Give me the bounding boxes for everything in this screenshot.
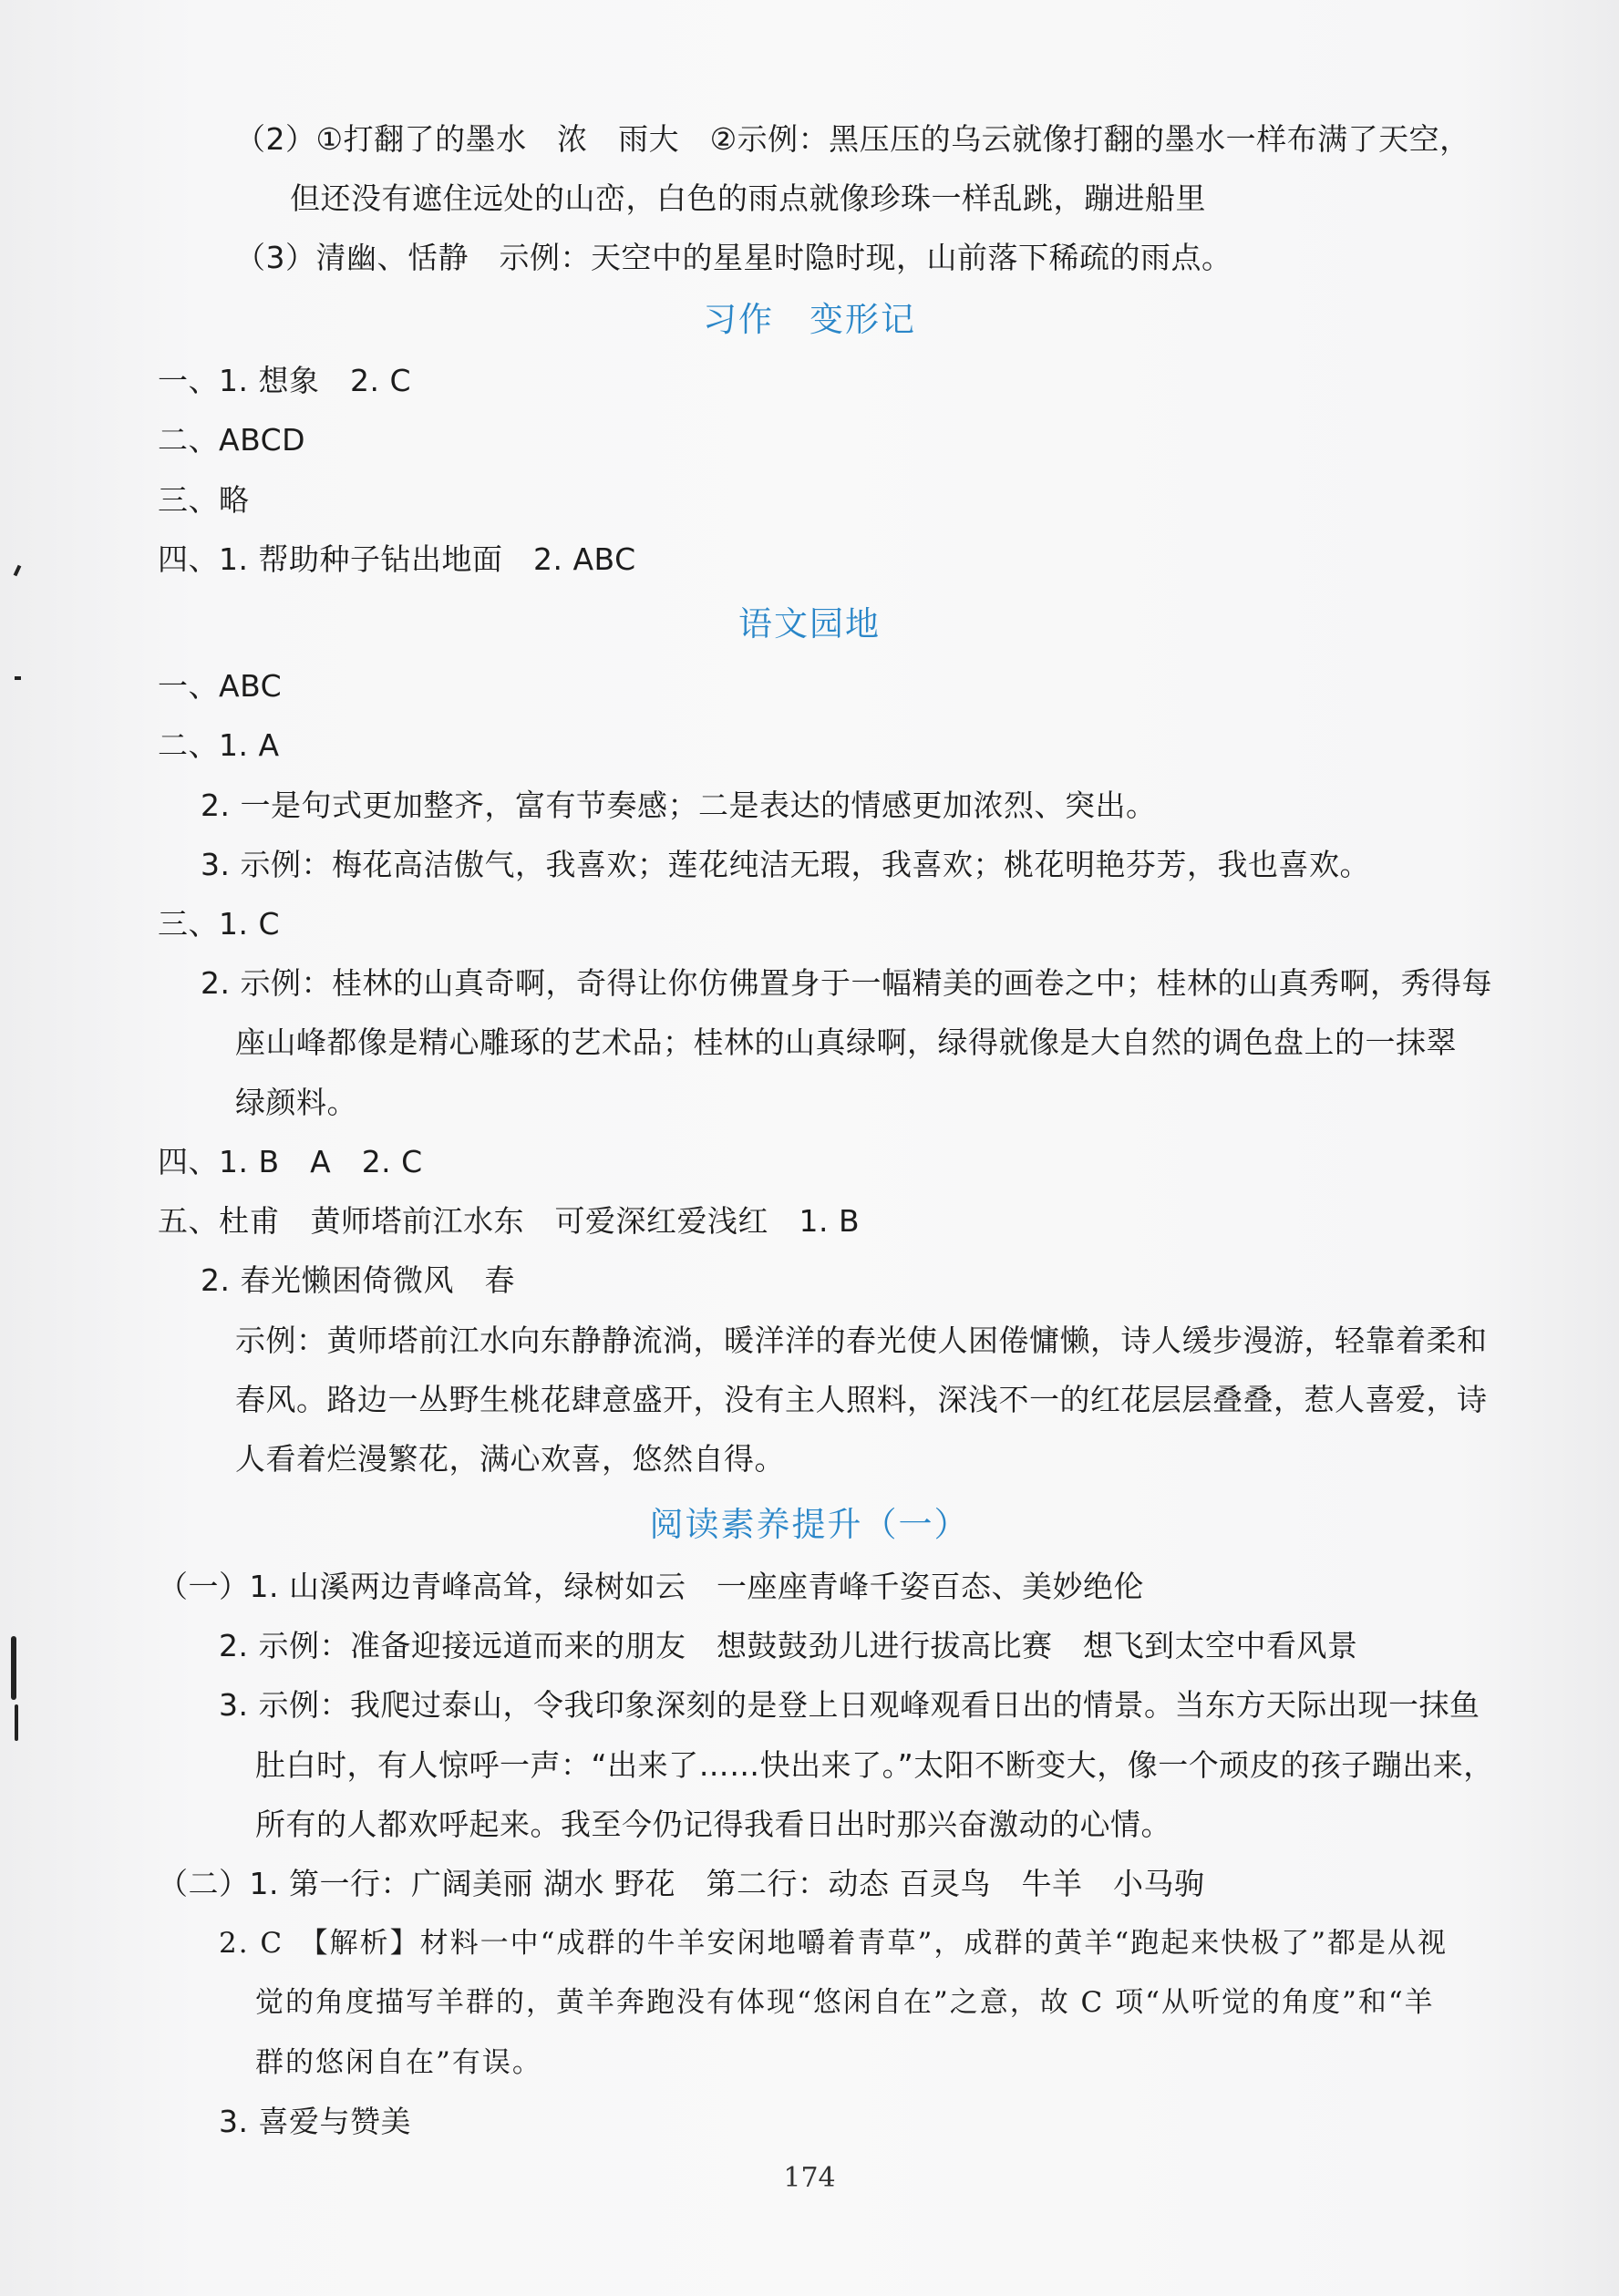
answer-line: 但还没有遮住远处的山峦，白色的雨点就像珍珠一样乱跳，蹦进船里 — [290, 180, 1206, 216]
answer-line: 春风。路边一丛野生桃花肆意盛开，没有主人照料，深浅不一的红花层层叠叠，惹人喜爱，诗 — [235, 1382, 1488, 1417]
answer-line: 五、杜甫 黄师塔前江水东 可爱深红爱浅红 1. B — [158, 1203, 861, 1239]
answer-line: 一、ABC — [158, 668, 283, 704]
page-number: 174 — [783, 2162, 836, 2194]
answer-line: 一、1. 想象 2. C — [158, 363, 411, 398]
answer-line: 群的悠闲自在”有误。 — [255, 2046, 542, 2079]
answer-line: 3. 示例：我爬过泰山，令我印象深刻的是登上日观峰观看日出的情景。当东方天际出现一抹鱼 — [219, 1687, 1480, 1723]
answer-line: （2）①打翻了的墨水 浓 雨大 ②示例：黑压压的乌云就像打翻的墨水一样布满了天空， — [235, 121, 1470, 157]
answer-line: 人看着烂漫繁花，满心欢喜，悠然自得。 — [235, 1441, 785, 1477]
answer-line: 三、1. C — [158, 906, 281, 942]
answer-line: （一）1. 山溪两边青峰高耸，绿树如云 一座座青峰千姿百态、美妙绝伦 — [158, 1569, 1144, 1604]
answer-line: 所有的人都欢呼起来。我至今仍记得我看日出时那兴奋激动的心情。 — [255, 1807, 1171, 1842]
answer-line: 四、1. B A 2. C — [158, 1144, 423, 1179]
section-heading-chinese-garden: 语文园地 — [738, 604, 881, 643]
answer-line: （3）清幽、恬静 示例：天空中的星星时隐时现，山前落下稀疏的雨点。 — [235, 240, 1232, 275]
answer-line: 绿颜料。 — [235, 1085, 357, 1120]
answer-line: 座山峰都像是精心雕琢的艺术品；桂林的山真绿啊，绿得就像是大自然的调色盘上的一抹翠 — [235, 1024, 1457, 1060]
answer-line: 2. 一是句式更加整齐，富有节奏感；二是表达的情感更加浓烈、突出。 — [201, 788, 1157, 823]
answer-line: 3. 喜爱与赞美 — [219, 2104, 411, 2139]
scan-mark — [11, 1636, 16, 1700]
scan-mark — [15, 676, 21, 680]
section-heading-reading: 阅读素养提升（一） — [649, 1505, 970, 1544]
section-heading-writing: 习作 变形记 — [703, 300, 916, 339]
answer-line: 二、ABCD — [158, 422, 306, 458]
answer-line: （二）1. 第一行：广阔美丽 湖水 野花 第二行：动态 百灵鸟 牛羊 小马驹 — [158, 1866, 1205, 1901]
answer-line: 2. 示例：准备迎接远道而来的朋友 想鼓鼓劲儿进行拔高比赛 想飞到太空中看风景 — [219, 1628, 1358, 1663]
answer-line: 二、1. A — [158, 727, 280, 763]
answer-line: 肚白时，有人惊呼一声：“出来了……快出来了。”太阳不断变大，像一个顽皮的孩子蹦出来， — [255, 1747, 1494, 1783]
answer-line: 三、略 — [158, 482, 250, 518]
scan-mark — [15, 1704, 18, 1741]
answer-line: 2. 示例：桂林的山真奇啊，奇得让你仿佛置身于一幅精美的画卷之中；桂林的山真秀啊，秀得每 — [201, 965, 1492, 1001]
answer-line: 示例：黄师塔前江水向东静静流淌，暖洋洋的春光使人困倦慵懒，诗人缓步漫游，轻靠着柔和 — [235, 1323, 1488, 1358]
answer-line: 3. 示例：梅花高洁傲气，我喜欢；莲花纯洁无瑕，我喜欢；桃花明艳芬芳，我也喜欢。 — [201, 847, 1370, 882]
answer-line: 2. C 【解析】材料一中“成群的牛羊安闲地嚼着青草”，成群的黄羊“跑起来快极了”都是从视 — [219, 1927, 1449, 1960]
answer-line: 四、1. 帮助种子钻出地面 2. ABC — [158, 541, 636, 577]
answer-line: 觉的角度描写羊群的，黄羊奔跑没有体现“悠闲自在”之意，故 C 项“从听觉的角度”和“羊 — [255, 1986, 1435, 2019]
scan-mark — [14, 565, 22, 577]
answer-line: 2. 春光懒困倚微风 春 — [201, 1262, 515, 1298]
